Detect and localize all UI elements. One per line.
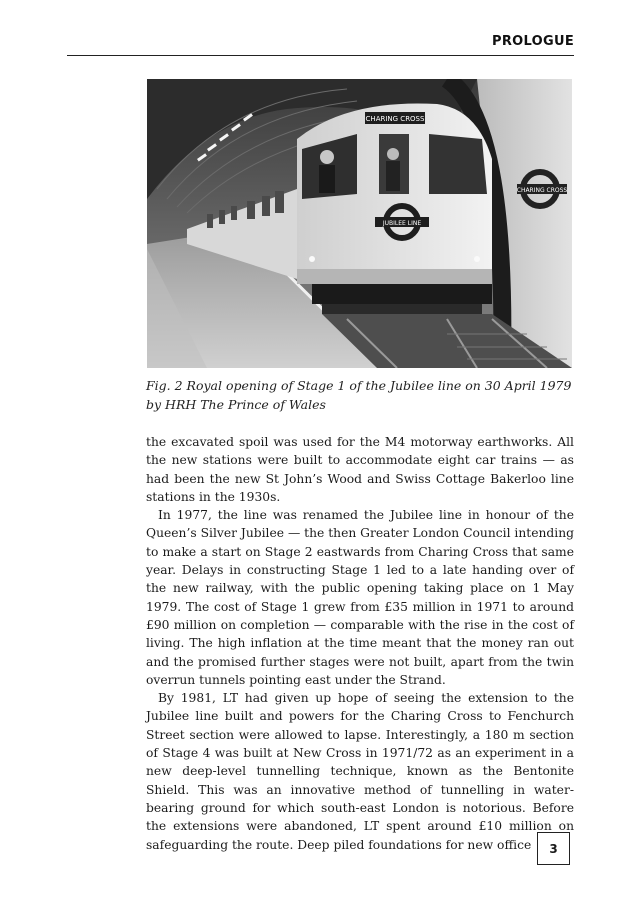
figure-photo [147,79,572,368]
page-number: 3 [537,832,570,865]
train-photo-illustration [147,79,572,368]
figure-caption: Fig. 2 Royal opening of Stage 1 of the Jubilee line on 30 April 1979 by HRH The Prince of Wales [146,378,572,412]
running-head: PROLOGUE [492,34,574,49]
paragraph: the excavated spoil was used for the M4 motorway earthworks. All the new stations were built to accommodate eight car trains — as had been the new St John’s Wood and Swiss Cottage Bakerloo line stations in the 1930s. [146,435,574,504]
destination-blind: CHARING CROSS [365,115,425,123]
body-text [146,433,574,854]
paragraph: In 1977, the line was renamed the Jubilee line in honour of the Queen’s Silver Jubilee — the then Greater London Council intending to make a start on Stage 2 eastwards from Charing Cross that same year. Delays in constructing Stage 1 led to a late handing over of the new railway, with the public opening taking place on 1 May 1979. The cost of Stage 1 grew from £35 million in 1971 to around £90 million on completion — comparable with the rise in the cost of living. The high inflation at the time meant that the money ran out and the promised further stages were not built, apart from the twin overrun tunnels pointing east under the Strand. [146,508,574,687]
wall-sign-text: CHARING CROSS [516,187,568,194]
roundel-text: JUBILEE LINE [382,220,422,227]
header-rule [67,55,574,56]
paragraph: By 1981, LT had given up hope of seeing the extension to the Jubilee line built and powers for the Charing Cross to Fenchurch Street section were allowed to lapse. Interestingly, a 180 m section of Stage 4 was built at New Cross in 1971/72 as an experiment in a new deep-level tunnelling technique, known as the Bentonite Shield. This was an innovative method of tunnelling in water-bearing ground for which south-east London is notorious. Before the extensions were abandoned, LT spent around £10 million on safeguarding the route. Deep piled foundations for new office [146,691,574,852]
